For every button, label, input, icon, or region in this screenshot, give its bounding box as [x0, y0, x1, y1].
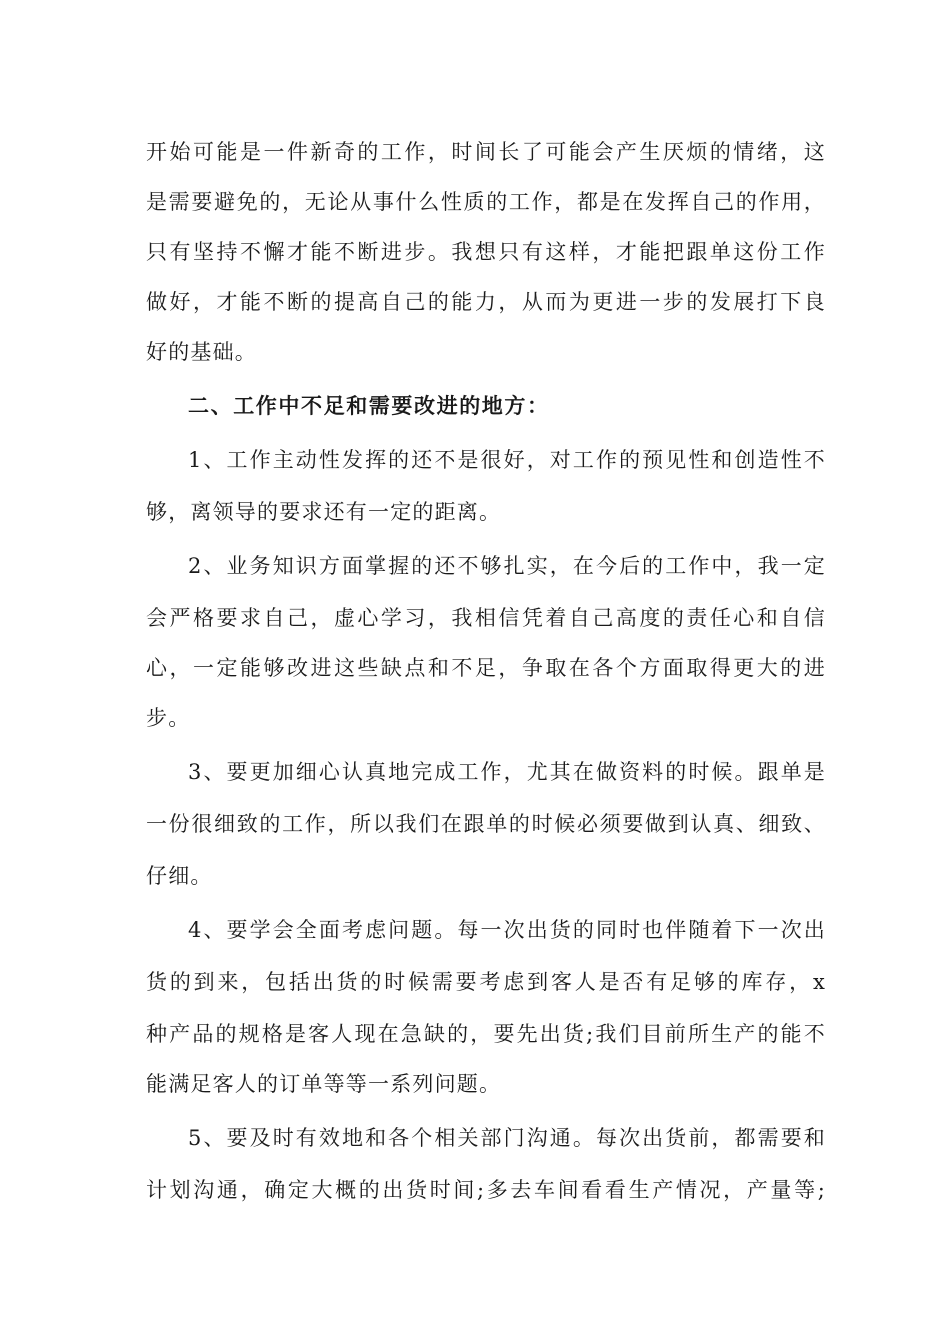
list-item-3-line: 一份很细致的工作，所以我们在跟单的时候必须要做到认真、细致、 [146, 812, 826, 836]
body-text-line: 好的基础。 [146, 340, 257, 364]
body-text-line: 只有坚持不懈才能不断进步。我想只有这样，才能把跟单这份工作 [146, 240, 826, 264]
list-item-5-line: 5、要及时有效地和各个相关部门沟通。每次出货前，都需要和 [188, 1126, 826, 1150]
body-text-line: 开始可能是一件新奇的工作，时间长了可能会产生厌烦的情绪，这 [146, 140, 826, 164]
list-item-4-line: 能满足客人的订单等等一系列问题。 [146, 1072, 502, 1096]
list-item-5-line: 计划沟通，确定大概的出货时间;多去车间看看生产情况，产量等; [146, 1178, 826, 1202]
body-text-line: 做好，才能不断的提高自己的能力，从而为更进一步的发展打下良 [146, 290, 826, 314]
list-item-3-line: 3、要更加细心认真地完成工作，尤其在做资料的时候。跟单是 [188, 760, 826, 784]
list-item-2-line: 心，一定能够改进这些缺点和不足，争取在各个方面取得更大的进 [146, 656, 826, 680]
list-item-4-line: 种产品的规格是客人现在急缺的，要先出货;我们目前所生产的能不 [146, 1022, 826, 1046]
list-item-1-line: 1、工作主动性发挥的还不是很好，对工作的预见性和创造性不 [188, 448, 826, 472]
list-item-2-line: 步。 [146, 706, 191, 730]
body-text-line: 是需要避免的，无论从事什么性质的工作，都是在发挥自己的作用， [146, 190, 826, 214]
list-item-2-line: 2、业务知识方面掌握的还不够扎实，在今后的工作中，我一定 [188, 554, 826, 578]
list-item-2-line: 会严格要求自己，虚心学习，我相信凭着自己高度的责任心和自信 [146, 606, 826, 630]
list-item-3-line: 仔细。 [146, 864, 213, 888]
section-heading: 二、工作中不足和需要改进的地方： [188, 393, 550, 418]
list-item-1-line: 够，离领导的要求还有一定的距离。 [146, 500, 502, 524]
list-item-4-line: 4、要学会全面考虑问题。每一次出货的同时也伴随着下一次出 [188, 918, 826, 942]
list-item-4-line: 货的到来，包括出货的时候需要考虑到客人是否有足够的库存，x [146, 970, 826, 994]
